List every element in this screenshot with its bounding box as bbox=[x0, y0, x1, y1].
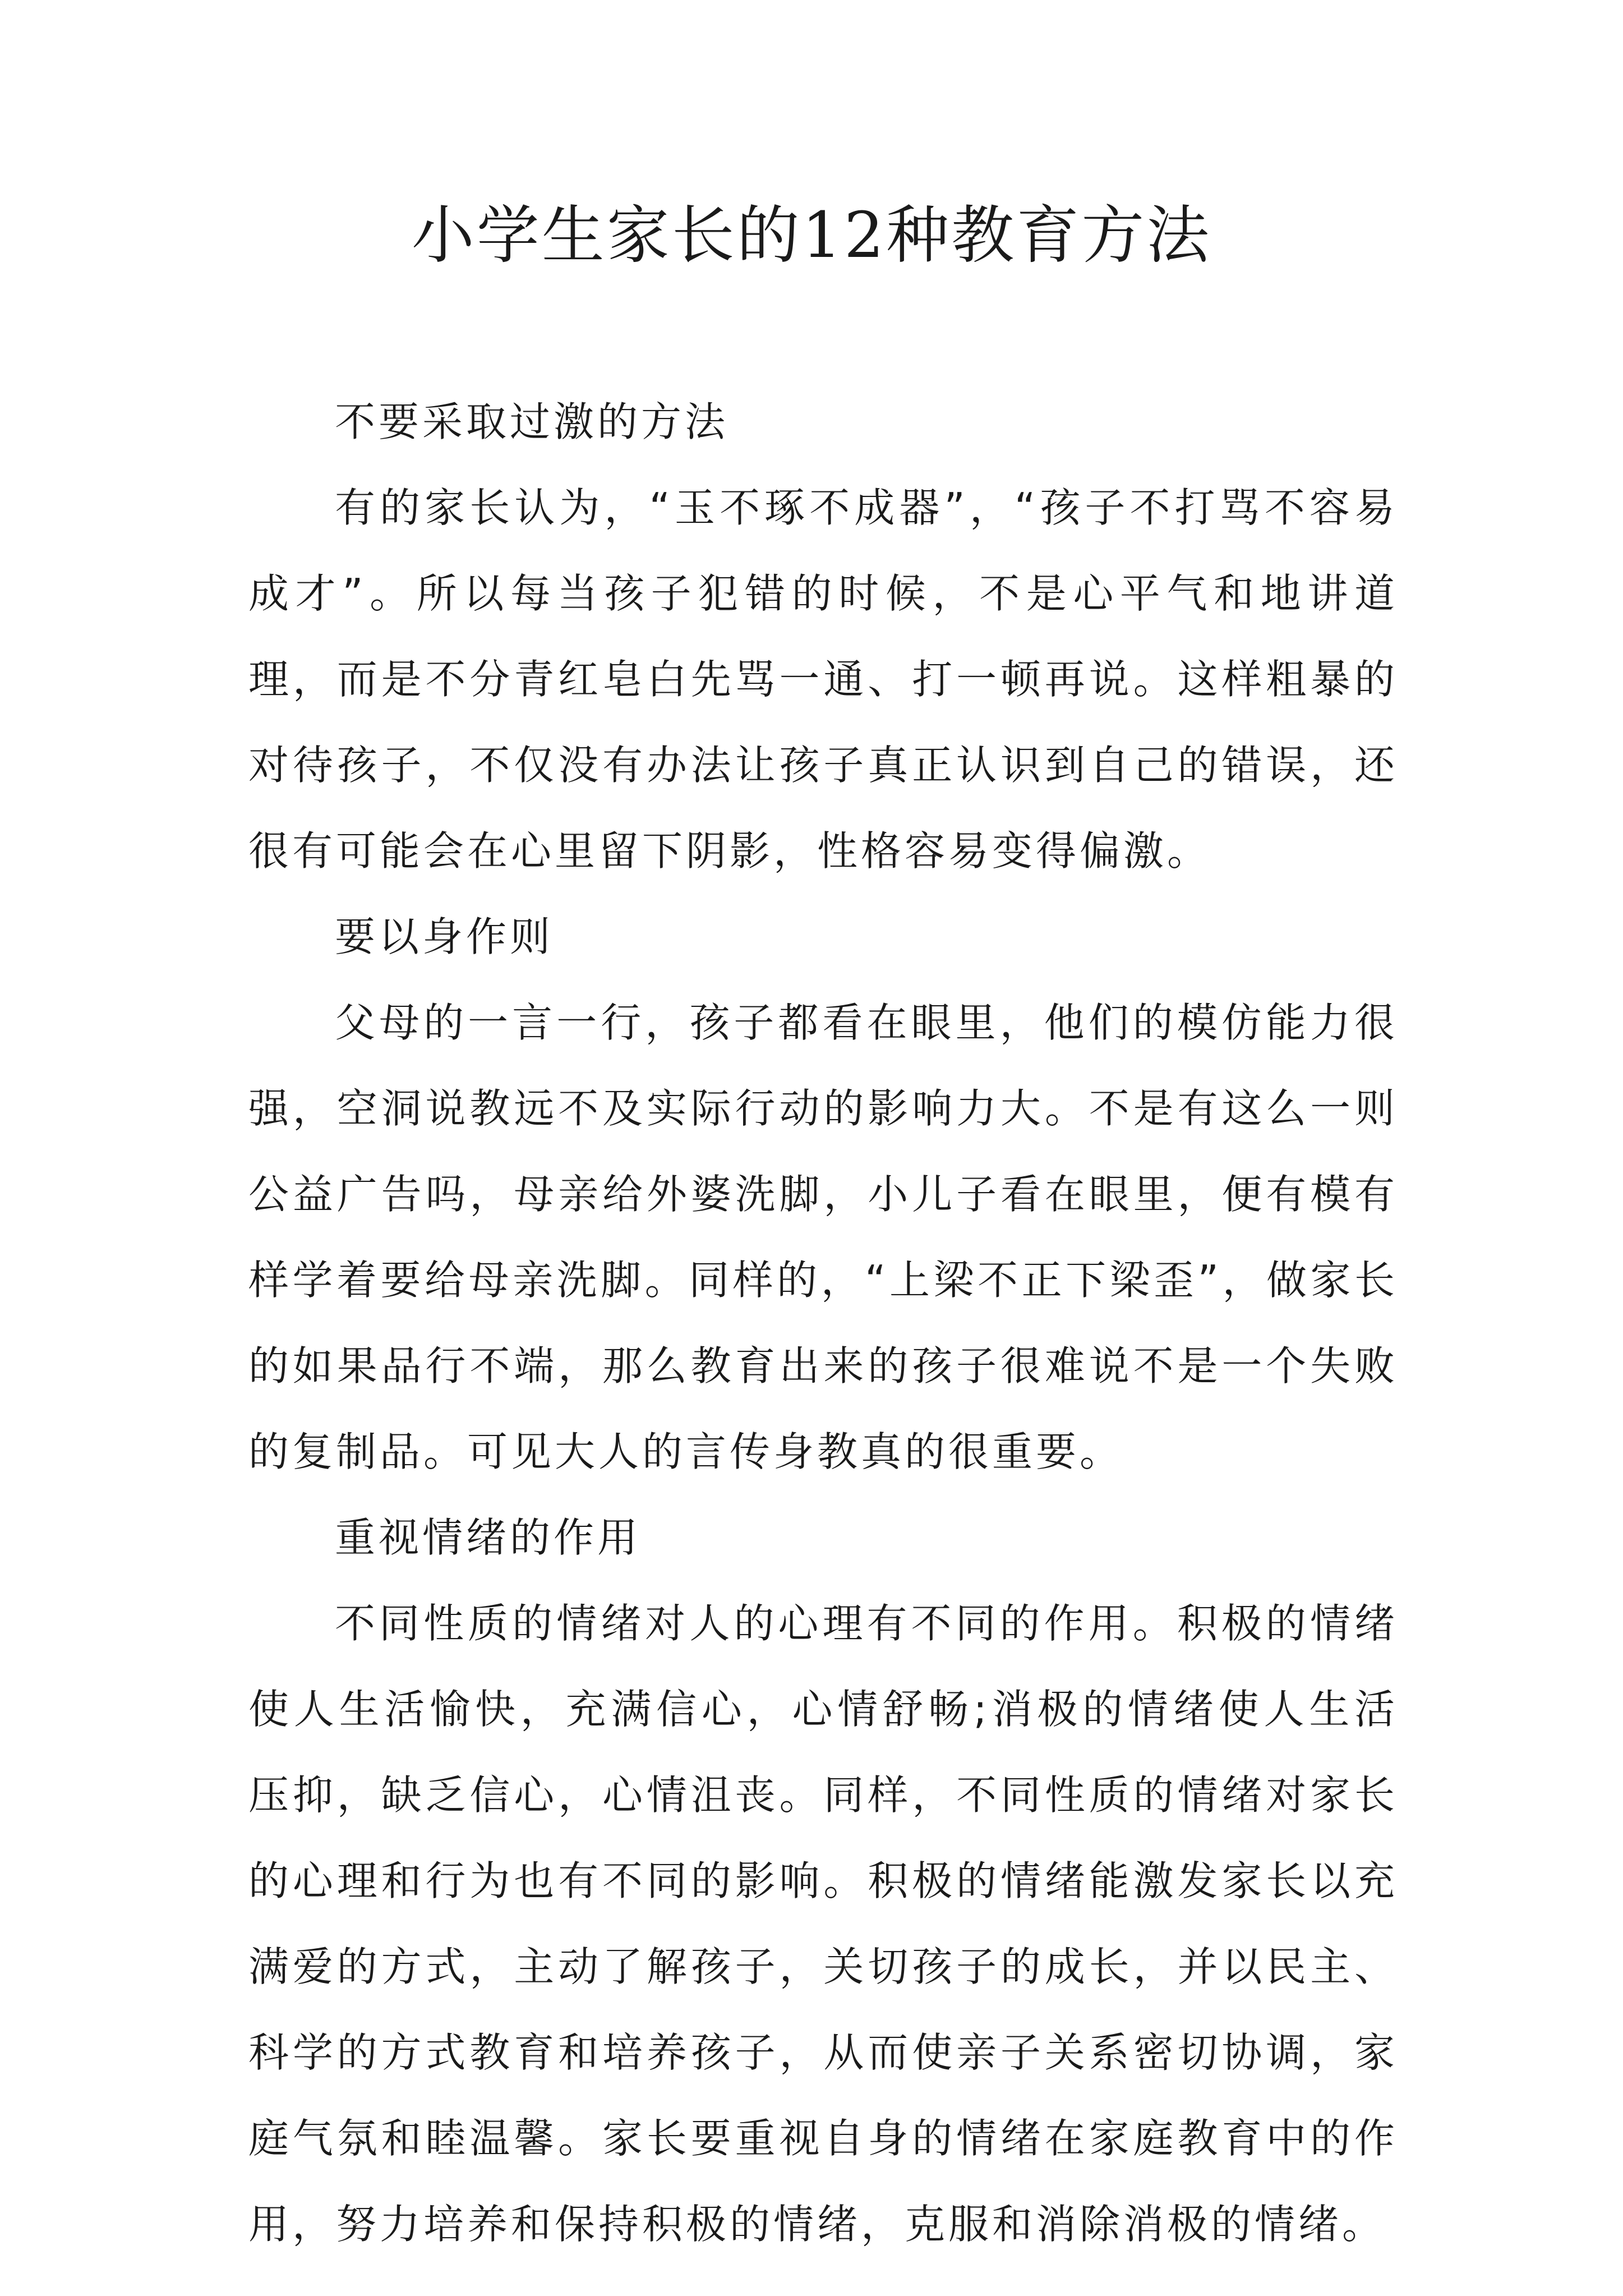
section-heading-emotions: 重视情绪的作用 bbox=[335, 1514, 642, 1561]
paragraph-emotions: 不同性质的情绪对人的心理有不同的作用。积极的情绪使人生活愉快，充满信心，心情舒畅;消极的情绪使人生活压抑，缺乏信心，心情沮丧。同样，不同性质的情绪对家长的心理和行为也有不同的影响。积极的情绪能激发家长以充满爱的方式，主动了解孩子，关切孩子的成长，并以民主、科学的方式教育和培养孩子，从而使亲子关系密切协调，家庭气氛和睦温馨。家长要重视自身的情绪在家庭教育中的作用，努力培养和保持积极的情绪，克服和消除消极的情绪。 bbox=[248, 1600, 1398, 2248]
section-heading-no-extreme-methods: 不要采取过激的方法 bbox=[335, 398, 729, 445]
paragraph-no-extreme-methods: 有的家长认为，“玉不琢不成器”，“孩子不打骂不容易成才”。所以每当孩子犯错的时候，不是心平气和地讲道理，而是不分青红皂白先骂一通、打一顿再说。这样粗暴的对待孩子，不仅没有办法让孩子真正认识到自己的错误，还很有可能会在心里留下阴影，性格容易变得偏激。 bbox=[248, 484, 1398, 875]
document-body bbox=[248, 379, 1398, 2267]
document-title: 小学生家长的12种教育方法 bbox=[411, 199, 1212, 272]
section-heading-lead-by-example: 要以身作则 bbox=[335, 913, 554, 960]
paragraph-lead-by-example: 父母的一言一行，孩子都看在眼里，他们的模仿能力很强，空洞说教远不及实际行动的影响力大。不是有这么一则公益广告吗，母亲给外婆洗脚，小儿子看在眼里，便有模有样学着要给母亲洗脚。同样的，“上梁不正下梁歪”，做家长的如果品行不端，那么教育出来的孩子很难说不是一个失败的复制品。可见大人的言传身教真的很重要。 bbox=[248, 999, 1398, 1475]
